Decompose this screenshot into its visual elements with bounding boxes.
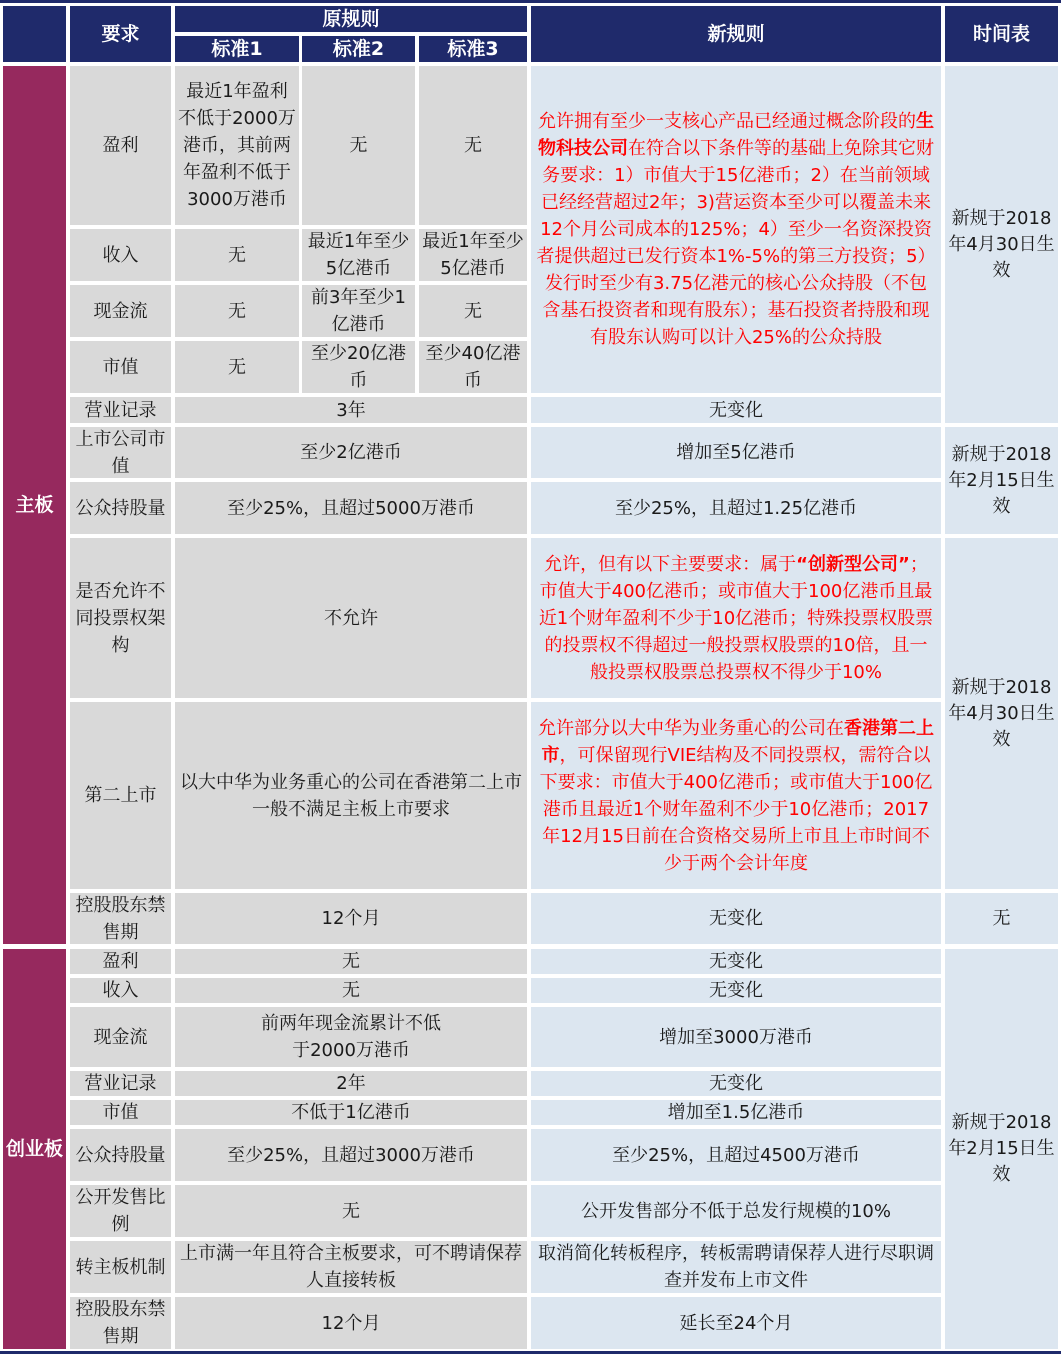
main-board-label: 主板	[3, 66, 66, 944]
gem-public-float-new: 至少25%，且超过4500万港币	[531, 1129, 941, 1181]
gem-row-label-revenue: 收入	[70, 978, 171, 1003]
lockup-main-new: 无变化	[531, 893, 941, 944]
biotech-new-rule: 允许拥有至少一支核心产品已经通过概念阶段的生物科技公司在符合以下条件等的基础上免除其它财务要求：1）市值大于15亿港币；2）在当前领域已经经营超过2年；3)营运资本至少可以覆盖未来12个月公司成本的125%；4）至少一名资深投资者提供超过已发行资本1%-5%的第三方投资；5）发行时至少有3.75亿港元的核心公众持股（不包含基石投资者和现有股东）；基石投资者持股和现有股东认购可以计入25%的公众持股	[531, 66, 941, 393]
cashflow-standard-3: 无	[419, 285, 527, 337]
gem-revenue-new: 无变化	[531, 978, 941, 1003]
gem-market-cap-old: 不低于1亿港币	[175, 1100, 527, 1125]
gem-profit-old: 无	[175, 949, 527, 974]
gem-offer-ratio-old: 无	[175, 1185, 527, 1237]
row-label-track-record: 营业记录	[70, 397, 171, 423]
gem-offer-ratio-new: 公开发售部分不低于总发行规模的10%	[531, 1185, 941, 1237]
wvr-old: 不允许	[175, 538, 527, 698]
row-label-secondary-listing: 第二上市	[70, 702, 171, 889]
header-standard-1: 标准1	[175, 36, 299, 62]
gem-lockup-old: 12个月	[175, 1297, 527, 1349]
gem-profit-new: 无变化	[531, 949, 941, 974]
row-label-wvr: 是否允许不同投票权架构	[70, 538, 171, 698]
gem-transfer-new: 取消简化转板程序，转板需聘请保荐人进行尽职调查并发布上市文件	[531, 1241, 941, 1293]
gem-transfer-old: 上市满一年且符合主板要求，可不聘请保荐人直接转板	[175, 1241, 527, 1293]
gem-public-float-old: 至少25%，且超过3000万港币	[175, 1129, 527, 1181]
market-cap-standard-2: 至少20亿港币	[302, 341, 415, 393]
hk-secondary-highlight: 香港第二上市	[541, 717, 934, 766]
cashflow-standard-1: 无	[175, 285, 299, 337]
gem-row-label-public-float: 公众持股量	[70, 1129, 171, 1181]
lockup-main-old: 12个月	[175, 893, 527, 944]
gem-row-label-offer-ratio: 公开发售比例	[70, 1185, 171, 1237]
header-standard-2: 标准2	[302, 36, 415, 62]
row-label-profit: 盈利	[70, 66, 171, 225]
top-rule	[0, 0, 1061, 3]
listing-cap-old: 至少2亿港币	[175, 427, 527, 478]
revenue-standard-1: 无	[175, 229, 299, 281]
header-standard-3: 标准3	[419, 36, 527, 62]
gem-row-label-track-record: 营业记录	[70, 1071, 171, 1096]
header-old-rules: 原规则	[175, 6, 527, 32]
track-record-old: 3年	[175, 397, 527, 423]
main-timeline-apr30-b: 新规于2018年4月30日生效	[945, 538, 1058, 889]
public-float-new: 至少25%，且超过1.25亿港币	[531, 482, 941, 534]
revenue-standard-2: 最近1年至少5亿港币	[302, 229, 415, 281]
revenue-standard-3: 最近1年至少5亿港币	[419, 229, 527, 281]
market-cap-standard-1: 无	[175, 341, 299, 393]
market-cap-standard-3: 至少40亿港币	[419, 341, 527, 393]
biotech-company-highlight: 生物科技公司	[538, 111, 934, 159]
lockup-main-timeline: 无	[945, 893, 1058, 944]
row-label-lockup-main: 控股股东禁售期	[70, 893, 171, 944]
row-label-market-cap: 市值	[70, 341, 171, 393]
profit-standard-2: 无	[302, 66, 415, 225]
profit-standard-3: 无	[419, 66, 527, 225]
gem-track-record-old: 2年	[175, 1071, 527, 1096]
main-timeline-apr30-a: 新规于2018年4月30日生效	[945, 66, 1058, 423]
header-timeline: 时间表	[945, 6, 1058, 62]
innovative-company-highlight: “创新型公司”	[796, 553, 910, 575]
row-label-public-float: 公众持股量	[70, 482, 171, 534]
row-label-listing-cap: 上市公司市值	[70, 427, 171, 478]
gem-revenue-old: 无	[175, 978, 527, 1003]
gem-track-record-new: 无变化	[531, 1071, 941, 1096]
secondary-listing-new: 允许部分以大中华为业务重心的公司在香港第二上市，可保留现行VIE结构及不同投票权，需符合以下要求：市值大于400亿港币；或市值大于100亿港币且最近1个财年盈利不少于10亿港币；2017年12月15日前在合资格交易所上市且上市时间不少于两个会计年度	[531, 702, 941, 889]
gem-row-label-transfer: 转主板机制	[70, 1241, 171, 1293]
header-requirement: 要求	[70, 6, 171, 62]
track-record-new: 无变化	[531, 397, 941, 423]
public-float-old: 至少25%，且超过5000万港币	[175, 482, 527, 534]
header-blank	[3, 6, 66, 62]
gem-timeline-feb15: 新规于2018年2月15日生效	[945, 949, 1058, 1349]
gem-cashflow-new: 增加至3000万港币	[531, 1007, 941, 1067]
main-timeline-feb15: 新规于2018年2月15日生效	[945, 427, 1058, 534]
gem-row-label-cashflow: 现金流	[70, 1007, 171, 1067]
bottom-rule	[0, 1351, 1061, 1354]
gem-row-label-profit: 盈利	[70, 949, 171, 974]
wvr-new: 允许，但有以下主要要求：属于“创新型公司”；市值大于400亿港币；或市值大于100亿港币且最近1个财年盈利不少于10亿港币；特殊投票权股票的投票权不得超过一般投票权股票的10倍，且一般投票权股票总投票权不得少于10%	[531, 538, 941, 698]
gem-lockup-new: 延长至24个月	[531, 1297, 941, 1349]
gem-board-label: 创业板	[3, 949, 66, 1349]
gem-cashflow-old: 前两年现金流累计不低于2000万港币	[175, 1007, 527, 1067]
gem-row-label-market-cap: 市值	[70, 1100, 171, 1125]
profit-standard-1: 最近1年盈利不低于2000万港币，其前两年盈利不低于3000万港币	[175, 66, 299, 225]
gem-row-label-lockup: 控股股东禁售期	[70, 1297, 171, 1349]
row-label-revenue: 收入	[70, 229, 171, 281]
cashflow-standard-2: 前3年至少1亿港币	[302, 285, 415, 337]
gem-market-cap-new: 增加至1.5亿港币	[531, 1100, 941, 1125]
listing-cap-new: 增加至5亿港币	[531, 427, 941, 478]
secondary-listing-old: 以大中华为业务重心的公司在香港第二上市一般不满足主板上市要求	[175, 702, 527, 889]
header-new-rules: 新规则	[531, 6, 941, 62]
row-label-cashflow: 现金流	[70, 285, 171, 337]
